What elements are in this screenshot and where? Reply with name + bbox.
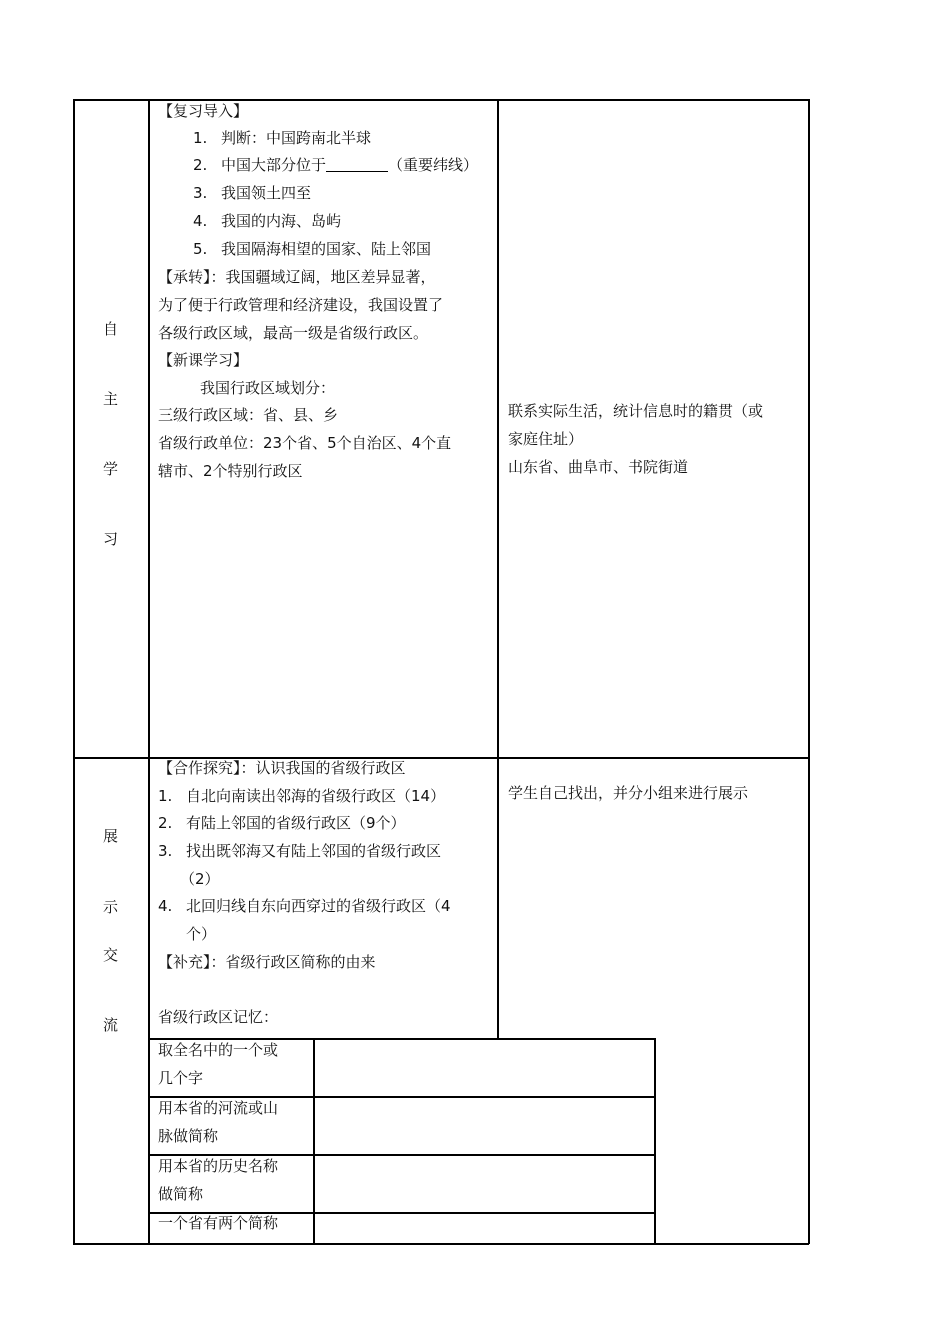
inner-table-right xyxy=(654,1038,656,1244)
cooperation-item xyxy=(158,786,445,806)
cooperation-heading: 【合作探究】：认识我国的省级行政区 xyxy=(158,759,406,777)
review-item xyxy=(193,128,371,148)
supplement-line: 【补充】：省级行政区简称的由来 xyxy=(158,953,376,971)
cooperation-item xyxy=(158,896,451,916)
teacher-note-line: 家庭住址） xyxy=(508,430,584,448)
item-number: 1. xyxy=(193,129,208,147)
abbrev-row-label: 用本省的历史名称 xyxy=(158,1157,279,1175)
inner-table-col-divider xyxy=(313,1038,315,1244)
content-column-divider-upper xyxy=(497,99,499,758)
item-continuation: 个） xyxy=(186,925,217,943)
item-text: 北回归线自东向西穿过的省级行政区（4 xyxy=(186,897,451,915)
section-label-char: 主 xyxy=(103,390,119,408)
table-left-border xyxy=(73,99,75,1244)
new-lesson-line: 省级行政单位：23个省、5个自治区、4个直 xyxy=(158,434,452,452)
cooperation-item xyxy=(158,841,441,861)
transition-line: 各级行政区域，最高一级是省级行政区。 xyxy=(158,324,429,342)
item-number: 4. xyxy=(158,897,173,915)
teacher-note-line: 学生自己找出，并分小组来进行展示 xyxy=(508,784,749,802)
item-number: 3. xyxy=(193,184,208,202)
new-lesson-line: 辖市、2个特别行政区 xyxy=(158,462,303,480)
section-label-char: 流 xyxy=(103,1016,119,1034)
item-number: 2. xyxy=(158,814,173,832)
item-number: 1. xyxy=(158,787,173,805)
section-label-char: 自 xyxy=(103,320,119,338)
section-label-char: 学 xyxy=(103,460,119,478)
teacher-note-line: 山东省、曲阜市、书院街道 xyxy=(508,458,689,476)
item-text: 有陆上邻国的省级行政区（9个） xyxy=(186,814,406,832)
teacher-note-line: 联系实际生活，统计信息时的籍贯（或 xyxy=(508,402,764,420)
section-label-char: 展 xyxy=(103,827,119,845)
item-text: 中国大部分位于 xyxy=(221,156,327,174)
item-text: 找出既邻海又有陆上邻国的省级行政区 xyxy=(186,842,442,860)
item-text: 我国隔海相望的国家、陆上邻国 xyxy=(221,240,432,258)
new-lesson-heading: 【新课学习】 xyxy=(158,351,249,369)
section-label-char: 交 xyxy=(103,946,119,964)
review-item xyxy=(193,155,478,175)
content-column-divider-lower xyxy=(497,757,499,1038)
abbrev-row-label: 用本省的河流或山 xyxy=(158,1099,279,1117)
review-heading: 【复习导入】 xyxy=(158,102,249,120)
abbrev-row-label: 做简称 xyxy=(158,1185,204,1203)
abbrev-row-label: 几个字 xyxy=(158,1069,204,1087)
review-item xyxy=(193,183,311,203)
review-item xyxy=(193,239,431,259)
transition-line: 为了便于行政管理和经济建设，我国设置了 xyxy=(158,296,444,314)
abbrev-row-label: 一个省有两个简称 xyxy=(158,1214,279,1232)
new-lesson-line: 我国行政区域划分： xyxy=(200,379,336,397)
item-text: （重要纬线） xyxy=(388,156,479,174)
table-bottom-border xyxy=(73,1243,809,1245)
review-item xyxy=(193,211,341,231)
item-number: 4. xyxy=(193,212,208,230)
transition-line: 【承转】：我国疆域辽阔，地区差异显著， xyxy=(158,268,436,286)
item-number: 3. xyxy=(158,842,173,860)
section-label-char: 示 xyxy=(103,898,119,916)
item-number: 5. xyxy=(193,240,208,258)
abbrev-row-label: 取全名中的一个或 xyxy=(158,1041,279,1059)
memory-line: 省级行政区记忆： xyxy=(158,1008,279,1026)
label-column-divider xyxy=(148,99,150,1244)
new-lesson-line: 三级行政区域：省、县、乡 xyxy=(158,406,339,424)
fill-in-blank xyxy=(326,157,388,172)
item-text: 判断：中国跨南北半球 xyxy=(221,129,372,147)
abbrev-row-label: 脉做简称 xyxy=(158,1127,219,1145)
item-continuation: （2） xyxy=(180,870,220,888)
item-text: 我国领土四至 xyxy=(221,184,312,202)
item-text: 我国的内海、岛屿 xyxy=(221,212,342,230)
table-right-border xyxy=(808,99,810,1244)
item-number: 2. xyxy=(193,156,208,174)
section-label-char: 习 xyxy=(103,530,119,548)
cooperation-item xyxy=(158,813,406,833)
item-text: 自北向南读出邻海的省级行政区（14） xyxy=(186,787,446,805)
